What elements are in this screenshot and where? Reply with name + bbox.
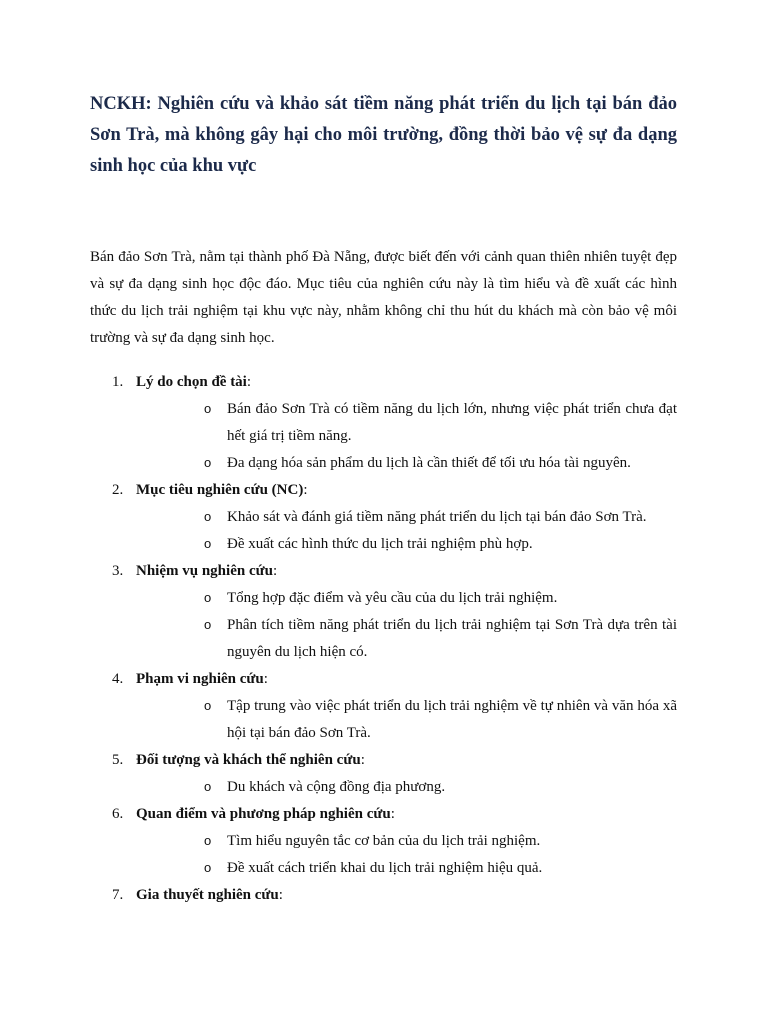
list-item-text: Tổng hợp đặc điểm và yêu cầu của du lịch trải nghiệm.: [227, 590, 558, 606]
section-number: 3.: [112, 563, 124, 579]
section-heading: [136, 369, 677, 396]
section-heading-text: Quan điểm và phương pháp nghiên cứu: [136, 806, 391, 822]
list-item: [136, 396, 677, 450]
section-item: [90, 747, 677, 801]
colon: :: [263, 671, 268, 687]
section-heading: [136, 882, 677, 909]
sub-list: [136, 828, 677, 882]
colon: :: [390, 806, 395, 822]
section-heading-text: Gia thuyết nghiên cứu: [136, 887, 279, 903]
bullet-icon: o: [204, 617, 212, 632]
list-item: [136, 774, 677, 801]
bullet-icon: o: [204, 833, 212, 848]
sub-list: [136, 774, 677, 801]
section-heading-text: Lý do chọn đề tài: [136, 374, 247, 390]
list-item: [136, 450, 677, 477]
section-heading: [136, 666, 677, 693]
section-number: 7.: [112, 887, 124, 903]
section-number: 4.: [112, 671, 124, 687]
intro-paragraph: Bán đảo Sơn Trà, nằm tại thành phố Đà Nẵng, được biết đến với cảnh quan thiên nhiên tuyệt đẹp và sự đa dạng sinh học độc đáo. Mục tiêu của nghiên cứu này là tìm hiểu và đề xuất các hình thức du lịch trải nghiệm tại khu vực này, nhằm không chỉ thu hút du khách mà còn bảo vệ môi trường và sự đa dạng sinh học.: [90, 249, 677, 346]
section-number: 1.: [112, 374, 124, 390]
section-item: [90, 477, 677, 558]
section-heading-text: Phạm vi nghiên cứu: [136, 671, 264, 687]
section-heading: [136, 747, 677, 774]
list-item: [136, 693, 677, 747]
list-item-text: Du khách và cộng đồng địa phương.: [227, 779, 446, 795]
list-item: [136, 531, 677, 558]
bullet-icon: o: [204, 779, 212, 794]
colon: :: [272, 563, 278, 579]
section-heading-text: Nhiệm vụ nghiên cứu: [136, 563, 273, 579]
section-item: [90, 558, 677, 666]
list-item-text: Phân tích tiềm năng phát triển du lịch trải nghiệm tại Sơn Trà dựa trên tài nguyên du lịch hiện có.: [227, 617, 677, 660]
document-page: [90, 89, 677, 909]
list-item-text: Đa dạng hóa sản phẩm du lịch là cần thiết để tối ưu hóa tài nguyên.: [227, 455, 631, 471]
section-item: [90, 801, 677, 882]
list-item: [136, 585, 677, 612]
bullet-icon: o: [204, 536, 212, 551]
bullet-icon: o: [204, 698, 212, 713]
list-item-text: Bán đảo Sơn Trà có tiềm năng du lịch lớn, nhưng việc phát triển chưa đạt hết giá trị tiềm năng.: [227, 401, 677, 444]
section-heading: [136, 558, 677, 585]
bullet-icon: o: [204, 590, 212, 605]
sub-list: [136, 396, 677, 477]
sub-list: [136, 504, 677, 558]
bullet-icon: o: [204, 860, 212, 875]
section-number: 2.: [112, 482, 124, 498]
sub-list: [136, 693, 677, 747]
section-list: [90, 369, 677, 909]
colon: :: [360, 752, 365, 768]
list-item-text: Khảo sát và đánh giá tiềm năng phát triển du lịch tại bán đảo Sơn Trà.: [227, 509, 647, 525]
section-heading-text: Đối tượng và khách thể nghiên cứu: [136, 752, 361, 768]
list-item: [136, 855, 677, 882]
list-item: [136, 612, 677, 666]
section-item: [90, 666, 677, 747]
list-item: [136, 828, 677, 855]
section-heading-text: Mục tiêu nghiên cứu (NC): [136, 482, 304, 498]
list-item: [136, 504, 677, 531]
colon: :: [246, 374, 252, 390]
bullet-icon: o: [204, 509, 212, 524]
section-item: [90, 882, 677, 909]
section-item: [90, 369, 677, 477]
section-heading: [136, 801, 677, 828]
list-item-text: Tập trung vào việc phát triển du lịch trải nghiệm về tự nhiên và văn hóa xã hội tại bán đảo Sơn Trà.: [227, 698, 677, 741]
section-number: 5.: [112, 752, 124, 768]
colon: :: [278, 887, 283, 903]
list-item-text: Tìm hiểu nguyên tắc cơ bản của du lịch trải nghiệm.: [227, 833, 541, 849]
colon: :: [303, 482, 308, 498]
document-title: NCKH: Nghiên cứu và khảo sát tiềm năng phát triển du lịch tại bán đảo Sơn Trà, mà không gây hại cho môi trường, đồng thời bảo vệ sự đa dạng sinh học của khu vực: [90, 94, 677, 176]
list-item-text: Đề xuất các hình thức du lịch trải nghiệm phù hợp.: [227, 536, 533, 552]
list-item-text: Đề xuất cách triển khai du lịch trải nghiệm hiệu quả.: [227, 860, 543, 876]
sub-list: [136, 585, 677, 666]
bullet-icon: o: [204, 401, 212, 416]
section-number: 6.: [112, 806, 124, 822]
section-heading: [136, 477, 677, 504]
bullet-icon: o: [204, 455, 212, 470]
